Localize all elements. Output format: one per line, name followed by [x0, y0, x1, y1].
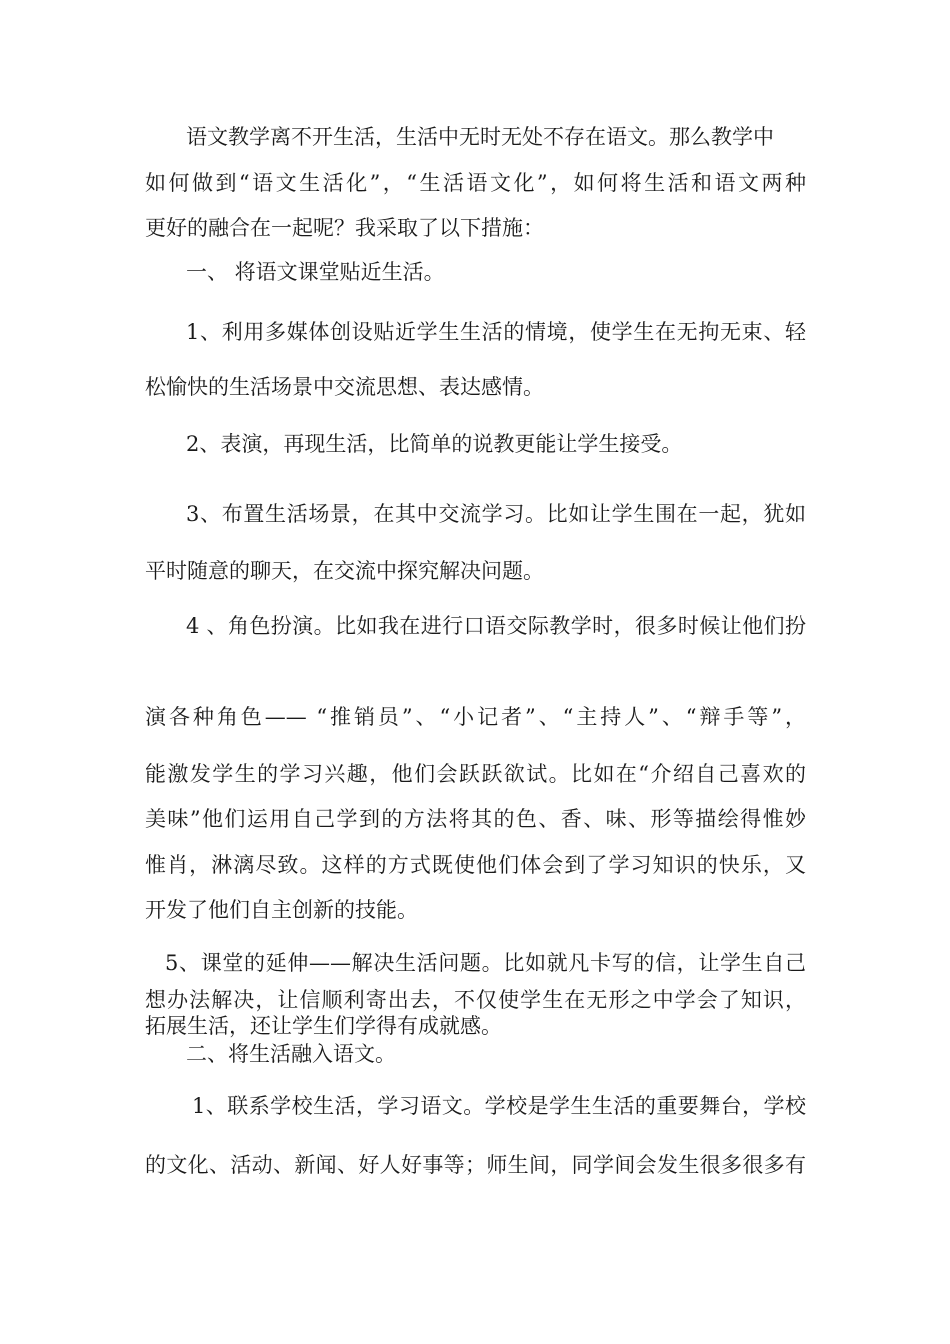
paragraph-line: 5、课堂的延伸——解决生活问题。比如就凡卡写的信，让学生自己: [165, 951, 806, 975]
paragraph-line: 想办法解决，让信顺利寄出去，不仅使学生在无形之中学会了知识，: [145, 988, 806, 1012]
paragraph-line: 演各种角色—— “推销员”、“小记者”、“主持人”、“辩手等”，: [145, 705, 806, 729]
paragraph-line: 1、利用多媒体创设贴近学生生活的情境，使学生在无拘无束、轻: [186, 320, 806, 344]
paragraph-line: 2、表演，再现生活，比简单的说教更能让学生接受。: [186, 432, 683, 456]
paragraph-line: 美味”他们运用自己学到的方法将其的色、香、味、形等描绘得惟妙: [145, 807, 806, 831]
paragraph-line: 1、联系学校生活，学习语文。学校是学生生活的重要舞台，学校: [192, 1094, 806, 1118]
paragraph-line: 3、布置生活场景，在其中交流学习。比如让学生围在一起，犹如: [186, 502, 806, 526]
paragraph-line: 4 、角色扮演。比如我在进行口语交际教学时，很多时候让他们扮: [186, 614, 806, 638]
paragraph-line: 如何做到“语文生活化”，“生活语文化”，如何将生活和语文两种: [145, 171, 806, 195]
paragraph-line: 的文化、活动、新闻、好人好事等；师生间，同学间会发生很多很多有: [145, 1153, 806, 1177]
paragraph-line: 拓展生活，还让学生们学得有成就感。: [145, 1014, 502, 1038]
section-heading: 二、将生活融入语文。: [186, 1042, 396, 1066]
paragraph-line: 开发了他们自主创新的技能。: [145, 898, 418, 922]
paragraph-line: 惟肖，淋漓尽致。这样的方式既使他们体会到了学习知识的快乐，又: [145, 853, 806, 877]
paragraph-line: 松愉快的生活场景中交流思想、表达感情。: [145, 375, 544, 399]
paragraph-line: 语文教学离不开生活，生活中无时无处不存在语文。那么教学中: [186, 125, 774, 149]
section-heading: 一、 将语文课堂贴近生活。: [186, 260, 445, 284]
paragraph-line: 平时随意的聊天，在交流中探究解决问题。: [145, 559, 544, 583]
paragraph-line: 更好的融合在一起呢？我采取了以下措施：: [145, 216, 544, 240]
paragraph-line: 能激发学生的学习兴趣，他们会跃跃欲试。比如在“介绍自己喜欢的: [145, 762, 806, 786]
